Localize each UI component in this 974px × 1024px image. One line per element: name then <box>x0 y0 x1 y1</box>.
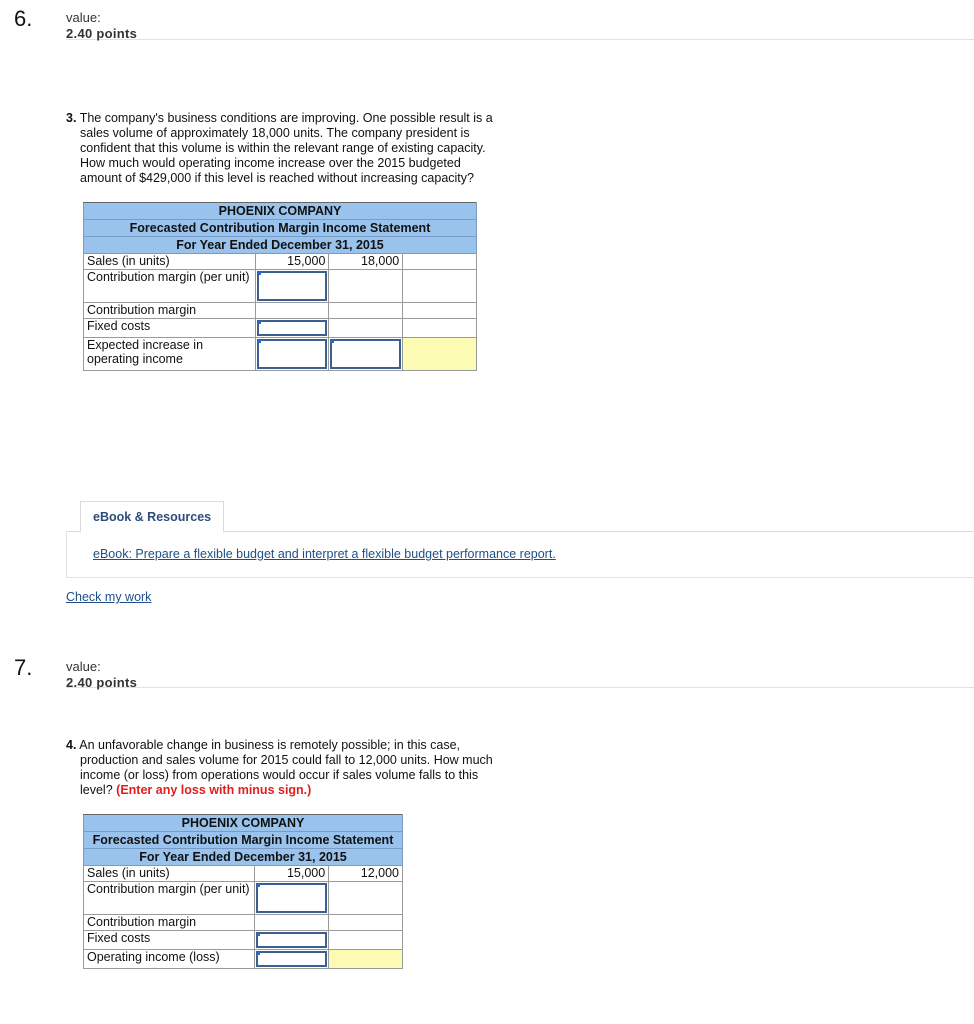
empty-cell <box>329 270 403 303</box>
row-label-fixed-costs: Fixed costs <box>84 931 255 950</box>
cm-per-unit-input[interactable] <box>256 883 327 913</box>
table-title: Forecasted Contribution Margin Income Statement <box>84 832 403 849</box>
fixed-costs-input-cell[interactable] <box>255 319 329 338</box>
column-18000: 18,000 <box>329 254 403 270</box>
row-label-fixed-costs: Fixed costs <box>84 319 256 338</box>
prompt-text: How much would operating income increase over the 2015 budgeted <box>80 156 461 170</box>
value-label: value: <box>66 659 101 674</box>
increase-input-cell-1[interactable] <box>255 338 329 371</box>
row-label-operating-income: Operating income (loss) <box>84 950 255 969</box>
empty-cell <box>329 319 403 338</box>
empty-cell <box>403 254 477 270</box>
cm-per-unit-input-cell[interactable] <box>255 882 329 915</box>
row-label-cm-per-unit: Contribution margin (per unit) <box>84 882 255 915</box>
income-statement-table <box>83 814 403 969</box>
row-label-cm: Contribution margin <box>84 915 255 931</box>
prompt-warning: (Enter any loss with minus sign.) <box>116 783 312 797</box>
empty-cell <box>255 915 329 931</box>
question-number: 7. <box>14 655 33 680</box>
question-value-header <box>66 10 974 40</box>
prompt-text: sales volume of approximately 18,000 units. The company president is <box>80 126 470 140</box>
empty-cell <box>403 303 477 319</box>
empty-cell <box>329 303 403 319</box>
increase-result-cell <box>403 338 477 371</box>
value-label: value: <box>66 10 101 25</box>
question-value-header <box>66 659 974 688</box>
table-period: For Year Ended December 31, 2015 <box>84 237 477 254</box>
row-label-cm-per-unit: Contribution margin (per unit) <box>84 270 256 303</box>
operating-income-result-cell <box>329 950 403 969</box>
points-value: 2.40 points <box>66 675 138 690</box>
increase-input-1[interactable] <box>257 339 328 369</box>
table-period: For Year Ended December 31, 2015 <box>84 849 403 866</box>
ebook-link[interactable]: eBook: Prepare a flexible budget and interpret a flexible budget performance report. <box>93 547 556 561</box>
ebook-resources-tab[interactable]: eBook & Resources <box>80 501 224 533</box>
prompt-text: An unfavorable change in business is remotely possible; in this case, <box>79 738 461 752</box>
column-15000: 15,000 <box>255 254 329 270</box>
fixed-costs-input[interactable] <box>257 320 328 336</box>
question-number: 6. <box>14 6 33 31</box>
resources-panel <box>66 532 974 578</box>
row-label-sales: Sales (in units) <box>84 866 255 882</box>
increase-input-2[interactable] <box>330 339 401 369</box>
row-label-cm: Contribution margin <box>84 303 256 319</box>
cm-per-unit-input-cell[interactable] <box>255 270 329 303</box>
row-label-sales: Sales (in units) <box>84 254 256 270</box>
operating-income-input-cell[interactable] <box>255 950 329 969</box>
empty-cell <box>329 931 403 950</box>
prompt-text: production and sales volume for 2015 could fall to 12,000 units. How much <box>80 753 493 767</box>
prompt-text: income (or loss) from operations would occur if sales volume falls to this <box>80 768 479 782</box>
question-prompt <box>66 111 536 186</box>
cm-per-unit-input[interactable] <box>257 271 328 301</box>
column-15000: 15,000 <box>255 866 329 882</box>
empty-cell <box>329 915 403 931</box>
table-company-name: PHOENIX COMPANY <box>84 203 477 220</box>
prompt-text: confident that this volume is within the relevant range of existing capacity. <box>80 141 486 155</box>
table-company-name: PHOENIX COMPANY <box>84 815 403 832</box>
prompt-text: amount of $429,000 if this level is reached without increasing capacity? <box>80 171 474 185</box>
prompt-text: The company's business conditions are improving. One possible result is a <box>79 111 493 125</box>
fixed-costs-input[interactable] <box>256 932 327 948</box>
prompt-number: 3. <box>66 111 77 125</box>
empty-cell <box>329 882 403 915</box>
prompt-number: 4. <box>66 738 77 752</box>
fixed-costs-input-cell[interactable] <box>255 931 329 950</box>
prompt-text-last <box>66 783 536 798</box>
income-statement-table <box>83 202 477 371</box>
points-value: 2.40 points <box>66 26 138 41</box>
operating-income-input[interactable] <box>256 951 327 967</box>
check-my-work-link[interactable]: Check my work <box>66 590 152 604</box>
empty-cell <box>255 303 329 319</box>
increase-input-cell-2[interactable] <box>329 338 403 371</box>
column-12000: 12,000 <box>329 866 403 882</box>
empty-cell <box>403 319 477 338</box>
row-label-expected-increase: Expected increase in operating income <box>84 338 256 371</box>
empty-cell <box>403 270 477 303</box>
table-title: Forecasted Contribution Margin Income Statement <box>84 220 477 237</box>
question-prompt <box>66 738 536 798</box>
prompt-text: level? <box>80 783 113 797</box>
resources-tab-bar <box>66 500 974 532</box>
